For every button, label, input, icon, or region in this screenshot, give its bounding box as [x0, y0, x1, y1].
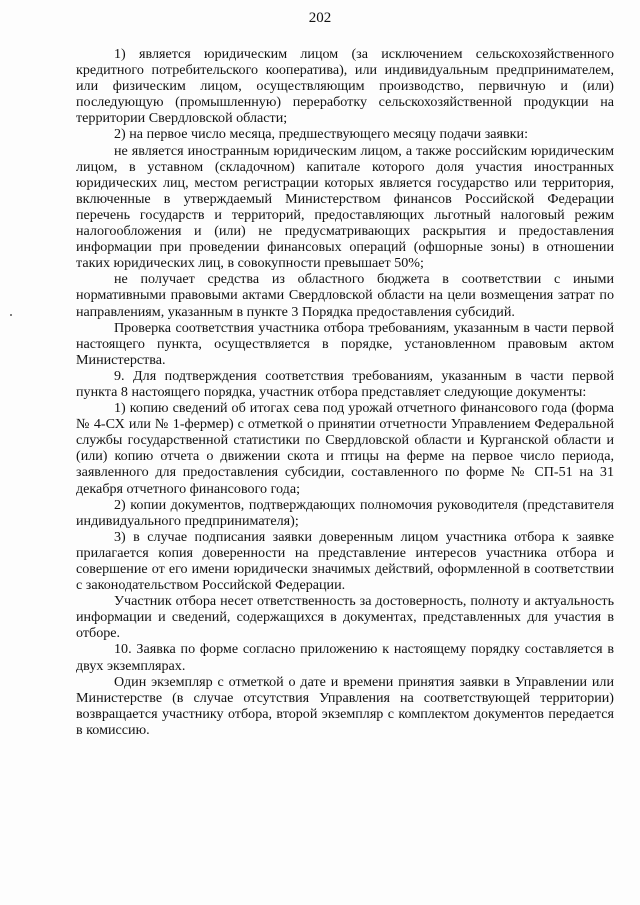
- document-body: [76, 46, 614, 738]
- paragraph: 2) на первое число месяца, предшествующего месяцу подачи заявки:: [114, 126, 528, 143]
- paragraph: 10. Заявка по форме согласно приложению к настоящему порядку составляется в двух экземплярах.: [76, 641, 614, 674]
- paragraph: 2) копии документов, подтверждающих полномочия руководителя (представителя индивидуального предпринимателя);: [76, 496, 614, 529]
- paragraph: 1) является юридическим лицом (за исключением сельскохозяйственного кредитного потребительского кооператива), или индивидуальным предпринимателем, или физическим лицом, осуществляющим производство, первичную и (или) последующую (промышленную) переработку сельскохозяйственной продукции на территории Свердловской области;: [76, 46, 614, 127]
- paragraph: Проверка соответствия участника отбора требованиям, указанным в части первой настоящего пункта, осуществляется в порядке, установленном правовым актом Министерства.: [76, 319, 614, 368]
- scan-speck: [10, 314, 12, 316]
- page-number: 202: [308, 10, 332, 26]
- paragraph: 1) копию сведений об итогах сева под урожай отчетного финансового года (форма № 4-СХ или № 1-фермер) с отметкой о принятии отчетности Управлением Федеральной службы государственной статистики по Свердловской области и Курганской области и (или) копию отчета о движении скота и птицы на ферме на первое число периода, заявленного для предоставления субсидии, составленного по форме № СП-51 на 31 декабря отчетного финансового года;: [76, 400, 614, 497]
- paragraph: не является иностранным юридическим лицом, а также российским юридическим лицом, в уставном (складочном) капитале которого доля участия иностранных юридических лиц, местом регистрации которых является государство или территория, включенные в утверждаемый Министерством финансов Российской Федерации перечень государств и территорий, предоставляющих льготный налоговый режим налогообложения и (или) не предусматривающих раскрытия и предоставления информации при проведении финансовых операций (офшорные зоны) в отношении таких юридических лиц, в совокупности превышает 50%;: [76, 142, 614, 272]
- paragraph: 9. Для подтверждения соответствия требованиям, указанным в части первой пункта 8 настоящего порядка, участник отбора представляет следующие документы:: [76, 367, 614, 400]
- paragraph: Участник отбора несет ответственность за достоверность, полноту и актуальность информации и сведений, содержащихся в документах, представленных для участия в отборе.: [76, 593, 614, 642]
- paragraph: 3) в случае подписания заявки доверенным лицом участника отбора к заявке прилагается копия доверенности на представление интересов участника отбора и совершение от его имени юридически значимых действий, оформленной в соответствии с законодательством Российской Федерации.: [76, 528, 614, 594]
- paragraph: Один экземпляр с отметкой о дате и времени принятия заявки в Управлении или Министерстве (в случае отсутствия Управления на соответствующей территории) возвращается участнику отбора, второй экземпляр с комплектом документов передается в комиссию.: [76, 673, 614, 738]
- paragraph: не получает средства из областного бюджета в соответствии с иными нормативными правовыми актами Свердловской области на цели возмещения затрат по направлениям, указанным в пункте 3 Порядка предоставления субсидий.: [76, 271, 614, 320]
